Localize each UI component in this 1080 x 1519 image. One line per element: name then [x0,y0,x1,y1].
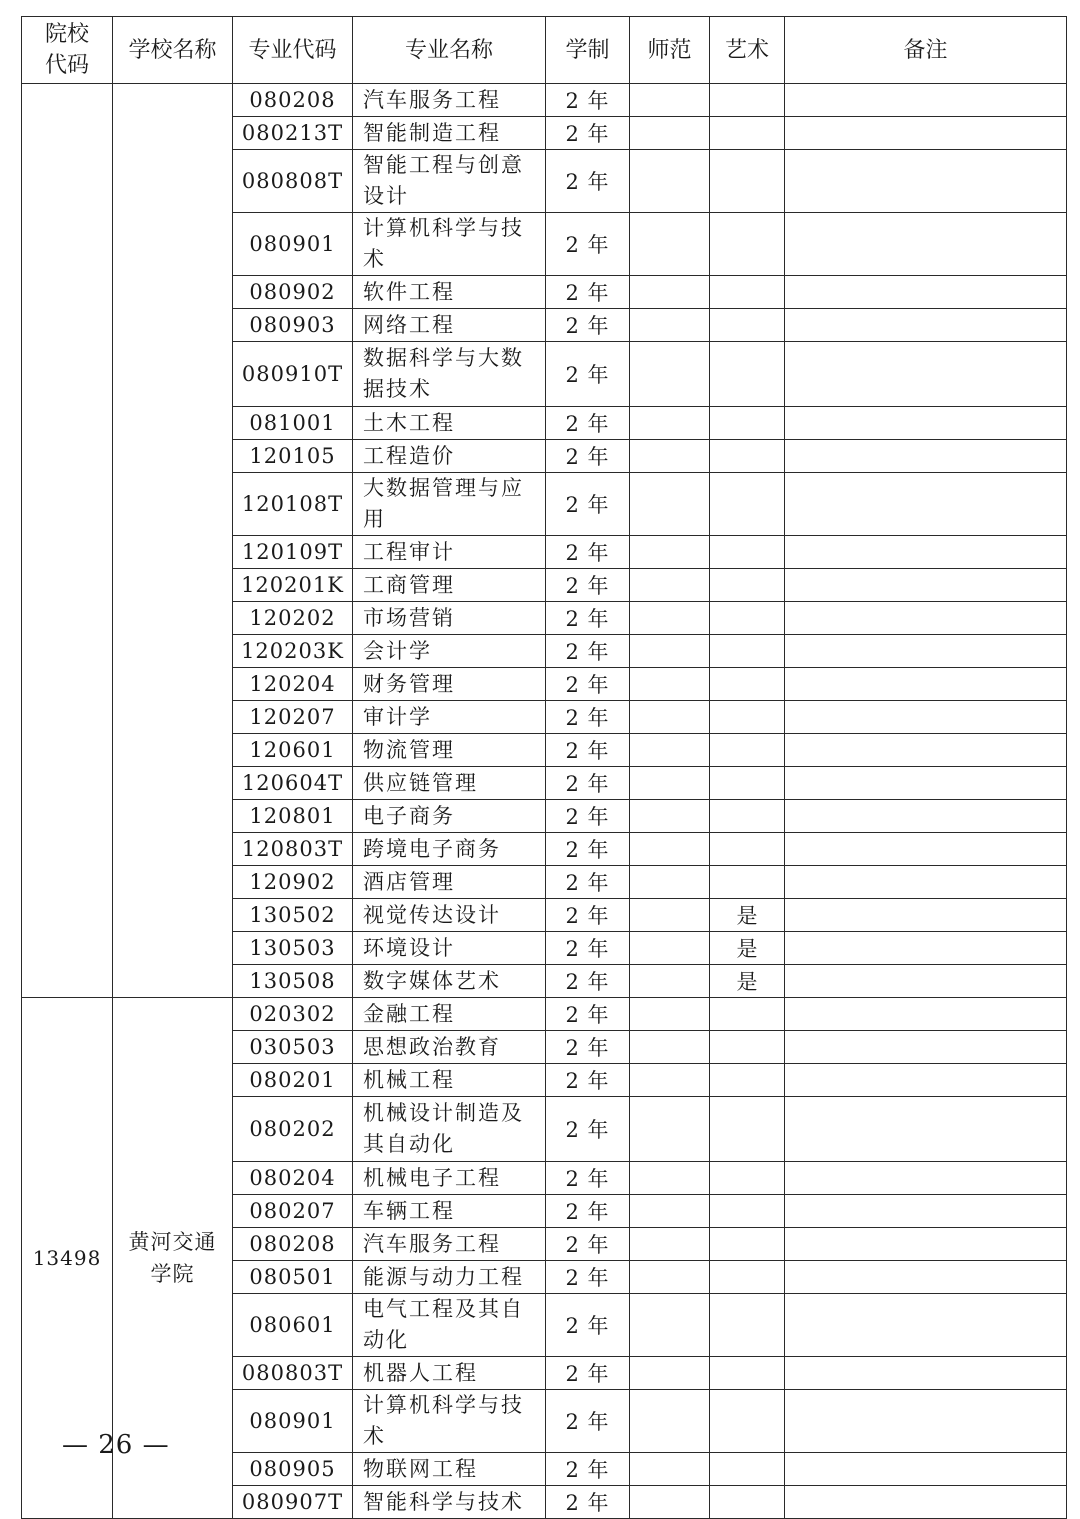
duration-cell: 2 年 [546,602,630,635]
duration-cell: 2 年 [546,1064,630,1097]
duration-cell: 2 年 [546,635,630,668]
major-name-cell: 能源与动力工程 [353,1261,546,1294]
header-major-code: 专业代码 [233,17,353,84]
remarks-cell [785,342,1067,407]
major-code-cell: 080601 [233,1294,353,1357]
remarks-cell [785,1294,1067,1357]
duration-cell: 2 年 [546,1031,630,1064]
major-code-cell: 080901 [233,1390,353,1453]
normal-cell [630,309,710,342]
normal-cell [630,1162,710,1195]
duration-cell: 2 年 [546,965,630,998]
duration-cell: 2 年 [546,668,630,701]
page-number: — 26 — [62,1430,170,1460]
duration-cell: 2 年 [546,833,630,866]
duration-cell: 2 年 [546,1195,630,1228]
normal-cell [630,117,710,150]
normal-cell [630,1390,710,1453]
header-normal: 师范 [630,17,710,84]
major-name-cell: 审计学 [353,701,546,734]
major-code-cell: 020302 [233,998,353,1031]
major-name-cell: 思想政治教育 [353,1031,546,1064]
major-name-cell: 工程审计 [353,536,546,569]
remarks-cell [785,1162,1067,1195]
duration-cell: 2 年 [546,1486,630,1519]
remarks-cell [785,701,1067,734]
normal-cell [630,965,710,998]
remarks-cell [785,1064,1067,1097]
duration-cell: 2 年 [546,473,630,536]
normal-cell [630,701,710,734]
art-cell [710,800,785,833]
duration-cell: 2 年 [546,866,630,899]
normal-cell [630,1486,710,1519]
major-code-cell: 080208 [233,84,353,117]
remarks-cell [785,1261,1067,1294]
table-body [22,84,1067,1519]
art-cell [710,1357,785,1390]
major-code-cell: 120601 [233,734,353,767]
art-cell [710,1294,785,1357]
school-code-cell: 13498 [22,998,113,1519]
duration-cell: 2 年 [546,1228,630,1261]
art-cell [710,635,785,668]
normal-cell [630,998,710,1031]
remarks-cell [785,833,1067,866]
remarks-cell [785,965,1067,998]
normal-cell [630,833,710,866]
major-name-cell: 机械工程 [353,1064,546,1097]
art-cell [710,602,785,635]
major-code-cell: 120801 [233,800,353,833]
art-cell [710,150,785,213]
normal-cell [630,213,710,276]
duration-cell: 2 年 [546,1453,630,1486]
table-row [22,84,1067,117]
header-school-name: 学校名称 [113,17,233,84]
art-cell [710,734,785,767]
major-code-cell: 080902 [233,276,353,309]
remarks-cell [785,84,1067,117]
normal-cell [630,635,710,668]
major-code-cell: 080202 [233,1097,353,1162]
normal-cell [630,473,710,536]
table-row [22,998,1067,1031]
major-code-cell: 120201K [233,569,353,602]
duration-cell: 2 年 [546,440,630,473]
normal-cell [630,276,710,309]
duration-cell: 2 年 [546,932,630,965]
major-name-cell: 土木工程 [353,407,546,440]
major-code-cell: 120108T [233,473,353,536]
major-name-cell: 视觉传达设计 [353,899,546,932]
art-cell [710,866,785,899]
major-code-cell: 080213T [233,117,353,150]
major-code-cell: 080208 [233,1228,353,1261]
major-code-cell: 030503 [233,1031,353,1064]
remarks-cell [785,150,1067,213]
major-code-cell: 080803T [233,1357,353,1390]
major-code-cell: 130502 [233,899,353,932]
major-name-cell: 智能科学与技术 [353,1486,546,1519]
header-art: 艺术 [710,17,785,84]
remarks-cell [785,1228,1067,1261]
normal-cell [630,668,710,701]
header-remarks: 备注 [785,17,1067,84]
remarks-cell [785,1195,1067,1228]
remarks-cell [785,1453,1067,1486]
header-school-code: 院校 代码 [22,17,113,84]
major-code-cell: 080910T [233,342,353,407]
duration-cell: 2 年 [546,117,630,150]
major-name-cell: 车辆工程 [353,1195,546,1228]
major-name-cell: 电子商务 [353,800,546,833]
remarks-cell [785,407,1067,440]
art-cell [710,1228,785,1261]
normal-cell [630,866,710,899]
art-cell [710,833,785,866]
remarks-cell [785,1031,1067,1064]
major-name-cell: 电气工程及其自动化 [353,1294,546,1357]
art-cell [710,536,785,569]
major-name-cell: 机械设计制造及其自动化 [353,1097,546,1162]
duration-cell: 2 年 [546,1261,630,1294]
major-code-cell: 080905 [233,1453,353,1486]
duration-cell: 2 年 [546,1097,630,1162]
major-name-cell: 计算机科学与技术 [353,1390,546,1453]
major-name-cell: 机械电子工程 [353,1162,546,1195]
major-name-cell: 工商管理 [353,569,546,602]
remarks-cell [785,767,1067,800]
normal-cell [630,767,710,800]
art-cell [710,569,785,602]
art-cell [710,84,785,117]
normal-cell [630,932,710,965]
major-code-cell: 080201 [233,1064,353,1097]
remarks-cell [785,1390,1067,1453]
major-code-cell: 130508 [233,965,353,998]
major-name-cell: 金融工程 [353,998,546,1031]
normal-cell [630,1097,710,1162]
duration-cell: 2 年 [546,536,630,569]
art-cell [710,309,785,342]
major-code-cell: 080808T [233,150,353,213]
art-cell [710,1097,785,1162]
normal-cell [630,1357,710,1390]
major-code-cell: 080901 [233,213,353,276]
art-cell [710,1453,785,1486]
major-code-cell: 120204 [233,668,353,701]
duration-cell: 2 年 [546,734,630,767]
school-name-cell [113,84,233,998]
major-name-cell: 网络工程 [353,309,546,342]
remarks-cell [785,1357,1067,1390]
normal-cell [630,800,710,833]
duration-cell: 2 年 [546,899,630,932]
art-cell [710,998,785,1031]
remarks-cell [785,309,1067,342]
normal-cell [630,899,710,932]
art-cell [710,668,785,701]
major-code-cell: 130503 [233,932,353,965]
normal-cell [630,1453,710,1486]
major-name-cell: 计算机科学与技术 [353,213,546,276]
major-name-cell: 大数据管理与应用 [353,473,546,536]
major-name-cell: 环境设计 [353,932,546,965]
major-name-cell: 市场营销 [353,602,546,635]
remarks-cell [785,213,1067,276]
major-code-cell: 120202 [233,602,353,635]
art-cell [710,1261,785,1294]
major-name-cell: 物联网工程 [353,1453,546,1486]
duration-cell: 2 年 [546,150,630,213]
normal-cell [630,1195,710,1228]
art-cell [710,701,785,734]
art-cell [710,1390,785,1453]
normal-cell [630,1064,710,1097]
art-cell [710,1031,785,1064]
remarks-cell [785,1097,1067,1162]
art-cell: 是 [710,965,785,998]
major-name-cell: 供应链管理 [353,767,546,800]
major-name-cell: 会计学 [353,635,546,668]
remarks-cell [785,602,1067,635]
duration-cell: 2 年 [546,276,630,309]
header-row [22,17,1067,84]
major-name-cell: 汽车服务工程 [353,84,546,117]
major-name-cell: 酒店管理 [353,866,546,899]
remarks-cell [785,276,1067,309]
duration-cell: 2 年 [546,701,630,734]
remarks-cell [785,1486,1067,1519]
art-cell [710,1162,785,1195]
remarks-cell [785,800,1067,833]
art-cell [710,117,785,150]
major-name-cell: 机器人工程 [353,1357,546,1390]
major-name-cell: 工程造价 [353,440,546,473]
art-cell [710,767,785,800]
major-code-cell: 080501 [233,1261,353,1294]
remarks-cell [785,866,1067,899]
normal-cell [630,1228,710,1261]
normal-cell [630,569,710,602]
art-cell: 是 [710,932,785,965]
remarks-cell [785,998,1067,1031]
major-code-cell: 120902 [233,866,353,899]
major-code-cell: 120604T [233,767,353,800]
duration-cell: 2 年 [546,1357,630,1390]
normal-cell [630,1294,710,1357]
major-name-cell: 软件工程 [353,276,546,309]
major-code-cell: 120803T [233,833,353,866]
duration-cell: 2 年 [546,309,630,342]
major-code-cell: 080204 [233,1162,353,1195]
major-name-cell: 跨境电子商务 [353,833,546,866]
school-code-cell [22,84,113,998]
major-code-cell: 080907T [233,1486,353,1519]
duration-cell: 2 年 [546,84,630,117]
normal-cell [630,84,710,117]
majors-table [21,16,1067,1519]
art-cell [710,473,785,536]
major-code-cell: 081001 [233,407,353,440]
normal-cell [630,536,710,569]
remarks-cell [785,734,1067,767]
duration-cell: 2 年 [546,1294,630,1357]
major-code-cell: 120203K [233,635,353,668]
remarks-cell [785,635,1067,668]
major-name-cell: 物流管理 [353,734,546,767]
major-code-cell: 120207 [233,701,353,734]
normal-cell [630,150,710,213]
duration-cell: 2 年 [546,998,630,1031]
major-code-cell: 120105 [233,440,353,473]
art-cell [710,276,785,309]
normal-cell [630,1261,710,1294]
normal-cell [630,602,710,635]
duration-cell: 2 年 [546,1390,630,1453]
duration-cell: 2 年 [546,342,630,407]
remarks-cell [785,117,1067,150]
remarks-cell [785,899,1067,932]
art-cell: 是 [710,899,785,932]
remarks-cell [785,569,1067,602]
normal-cell [630,1031,710,1064]
major-name-cell: 财务管理 [353,668,546,701]
remarks-cell [785,473,1067,536]
duration-cell: 2 年 [546,213,630,276]
normal-cell [630,342,710,407]
art-cell [710,213,785,276]
header-duration: 学制 [546,17,630,84]
remarks-cell [785,668,1067,701]
duration-cell: 2 年 [546,800,630,833]
remarks-cell [785,536,1067,569]
remarks-cell [785,440,1067,473]
major-code-cell: 080207 [233,1195,353,1228]
major-name-cell: 汽车服务工程 [353,1228,546,1261]
duration-cell: 2 年 [546,569,630,602]
art-cell [710,440,785,473]
major-code-cell: 080903 [233,309,353,342]
major-code-cell: 120109T [233,536,353,569]
major-name-cell: 智能制造工程 [353,117,546,150]
major-name-cell: 数字媒体艺术 [353,965,546,998]
art-cell [710,1064,785,1097]
art-cell [710,1486,785,1519]
duration-cell: 2 年 [546,407,630,440]
normal-cell [630,440,710,473]
duration-cell: 2 年 [546,1162,630,1195]
duration-cell: 2 年 [546,767,630,800]
art-cell [710,1195,785,1228]
normal-cell [630,734,710,767]
school-name-cell: 黄河交通 学院 [113,998,233,1519]
remarks-cell [785,932,1067,965]
art-cell [710,342,785,407]
art-cell [710,407,785,440]
header-major-name: 专业名称 [353,17,546,84]
normal-cell [630,407,710,440]
major-name-cell: 数据科学与大数据技术 [353,342,546,407]
major-name-cell: 智能工程与创意设计 [353,150,546,213]
